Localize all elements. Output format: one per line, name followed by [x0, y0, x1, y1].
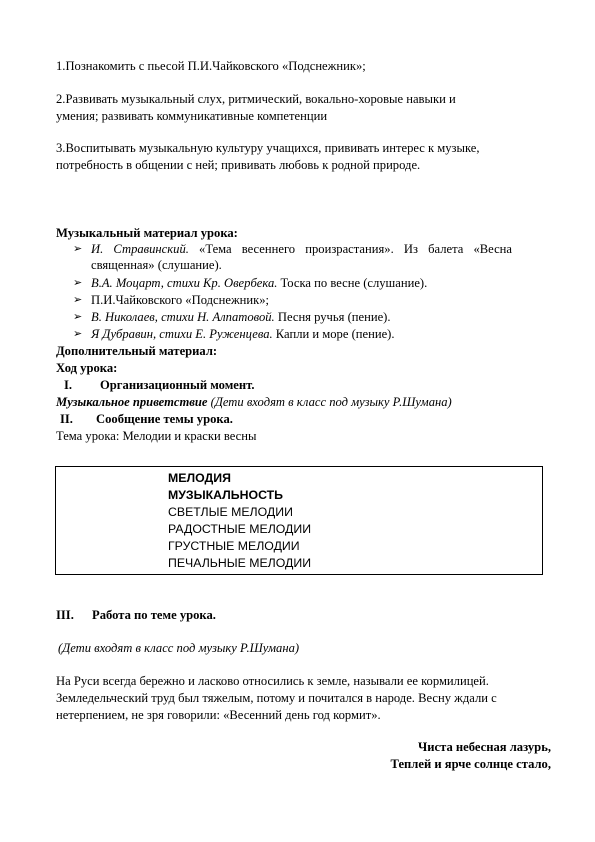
- arrowhead-bullet-icon: ➢: [73, 311, 83, 323]
- box-word-4: РАДОСТНЫЕ МЕЛОДИИ: [168, 522, 312, 536]
- box-word-6: ПЕЧАЛЬНЫЕ МЕЛОДИИ: [168, 556, 312, 570]
- goal-3-line-2: потребность в общении с ней; прививать любовь к родной природе.: [56, 158, 421, 172]
- material-item-4-title: Песня ручья (пение).: [274, 310, 391, 324]
- section-3-heading: [56, 608, 216, 623]
- section-1-numeral: I.: [64, 378, 73, 392]
- greeting-line: [56, 395, 452, 410]
- lesson-topic: Тема урока: Мелодии и краски весны: [56, 429, 257, 443]
- paragraph-line-1: На Руси всегда бережно и ласково относились к земле, называли ее кормилицей.: [56, 674, 489, 688]
- section-1-title: Организационный момент.: [100, 378, 255, 392]
- greeting-note: (Дети входят в класс под музыку Р.Шумана): [207, 395, 452, 409]
- arrowhead-bullet-icon: ➢: [73, 294, 83, 306]
- material-item-4-author: В. Николаев, стихи Н. Алпатовой.: [91, 310, 275, 324]
- melody-words-box: [55, 466, 543, 575]
- material-item-5-title: Капли и море (пение).: [272, 327, 395, 341]
- material-item-5: [91, 327, 395, 342]
- material-item-1-author: И. Стравинский.: [91, 242, 189, 256]
- material-item-2: [91, 276, 427, 291]
- arrowhead-bullet-icon: ➢: [73, 243, 83, 255]
- material-heading: Музыкальный материал урока:: [56, 226, 238, 240]
- material-item-4: [91, 310, 391, 325]
- music-note: (Дети входят в класс под музыку Р.Шумана): [58, 641, 300, 655]
- section-1-heading: [64, 378, 255, 393]
- goal-2-line-1: 2.Развивать музыкальный слух, ритмический, вокально-хоровые навыки и: [56, 92, 456, 106]
- material-item-1-cont: священная» (слушание).: [91, 258, 222, 272]
- material-item-5-author: Я Дубравин, стихи Е. Руженцева.: [91, 327, 273, 341]
- material-item-1: [91, 242, 551, 257]
- material-item-3: П.И.Чайковского «Подснежник»;: [91, 293, 270, 307]
- box-word-5: ГРУСТНЫЕ МЕЛОДИИ: [168, 539, 300, 553]
- arrowhead-bullet-icon: ➢: [73, 277, 83, 289]
- goal-2-line-2: умения; развивать коммуникативные компетенции: [56, 109, 328, 123]
- goal-3-line-1: 3.Воспитывать музыкальную культуру учащихся, прививать интерес к музыке,: [56, 141, 480, 155]
- section-2-title: Сообщение темы урока.: [96, 412, 233, 426]
- poem-line-2: Теплей и ярче солнце стало,: [390, 757, 551, 771]
- box-word-1: МЕЛОДИЯ: [168, 471, 231, 485]
- poem-line-1: Чиста небесная лазурь,: [418, 740, 551, 754]
- section-2-heading: [60, 412, 233, 427]
- lesson-course-heading: Ход урока:: [56, 361, 118, 375]
- section-3-title: Работа по теме урока.: [92, 608, 216, 622]
- box-word-2: МУЗЫКАЛЬНОСТЬ: [168, 488, 284, 502]
- arrowhead-bullet-icon: ➢: [73, 328, 83, 340]
- material-item-1-title: «Тема весеннего произрастания». Из балета «Весна: [188, 242, 513, 256]
- section-2-numeral: II.: [60, 412, 73, 426]
- paragraph-line-2: Земледельческий труд был тяжелым, потому и почитался в народе. Весну ждали с: [56, 691, 497, 705]
- section-3-numeral: III.: [56, 608, 74, 622]
- additional-material-heading: Дополнительный материал:: [56, 344, 218, 358]
- material-item-2-author: В.А. Моцарт, стихи Кр. Овербека.: [91, 276, 278, 290]
- material-item-2-title: Тоска по весне (слушание).: [277, 276, 428, 290]
- goal-1: 1.Познакомить с пьесой П.И.Чайковского «Подснежник»;: [56, 59, 366, 73]
- paragraph-line-3: нетерпением, не зря говорили: «Весенний день год кормит».: [56, 708, 381, 722]
- box-word-3: СВЕТЛЫЕ МЕЛОДИИ: [168, 505, 293, 519]
- greeting-label: Музыкальное приветствие: [56, 395, 208, 409]
